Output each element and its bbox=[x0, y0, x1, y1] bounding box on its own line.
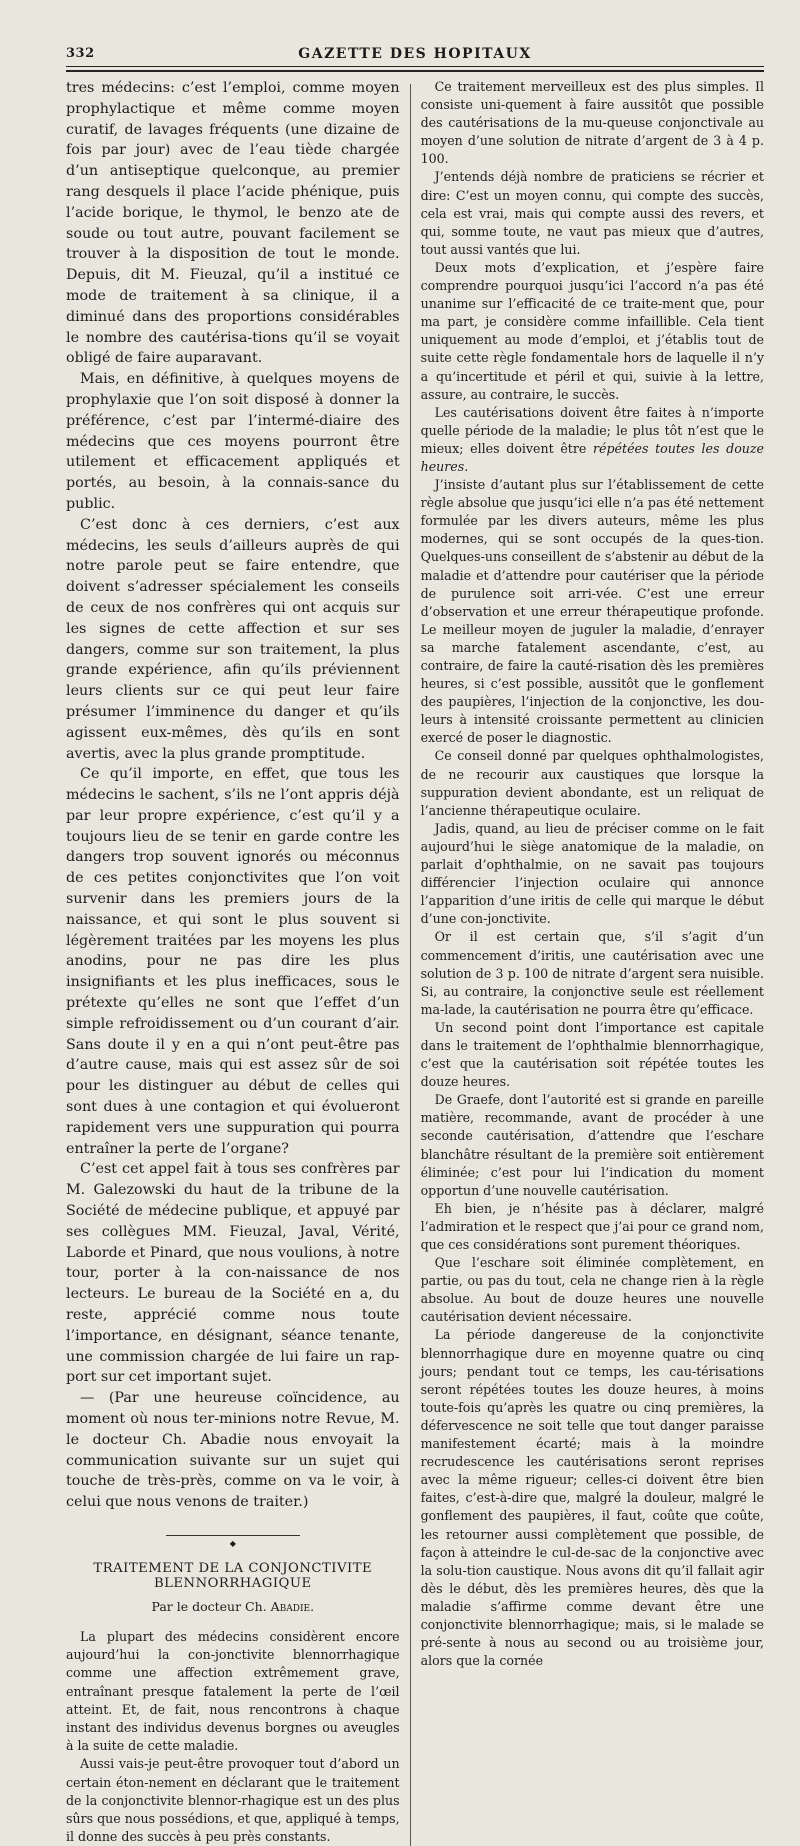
paragraph: J’entends déjà nombre de praticiens se récrier et dire: C’est un moyen connu, qui compte des succès, cela est vrai, mais qui compte aussi des revers, et qui, somme toute, ne vaut pas mieux que d’autres, tout aussi vantés que lui. bbox=[420, 169, 764, 257]
running-title: GAZETTE DES HOPITAUX bbox=[298, 46, 532, 62]
byline-author: Abadie. bbox=[270, 1598, 315, 1614]
paragraph: De Graefe, dont l’autorité est si grande en pareille matière, recommande, avant de procéder à une seconde cautérisation, d’attendre que l’eschare blanchâtre résultant de la première soit entièrement éliminée; c’est pour lui l’indication du moment opportun d’une nouvelle cautérisation. bbox=[420, 1092, 764, 1198]
paragraph-text: Les cautérisations doivent être faites à n’importe quelle période de la maladie; le plus tôt n’est que le mieux; elles doivent être bbox=[420, 404, 764, 456]
paragraph: C’est donc à ces derniers, c’est aux médecins, les seuls d’ailleurs auprès de qui notre parole peut se faire entendre, que doivent s’adresser spécialement les conseils de ceux de nos confrères qui ont acquis sur les signes de cette affection et sur ses dangers, comme sur son traitement, la plus grande expérience, afin qu’ils préviennent leurs clients sur ce qui peut leur faire présumer l’imminence du danger et qu’ils agissent eux-mêmes, dès qu’ils en sont avertis, avec la plus grande promptitude. bbox=[66, 516, 400, 762]
page-number: 332 bbox=[66, 46, 95, 61]
paragraph: Aussi vais-je peut-être provoquer tout d’abord un certain éton-nement en déclarant que le traitement de la conjonctivite blennor-rhagique est un des plus sûrs que nous possédions, et que, appliqué à temps, il donne des succès à peu près constants. bbox=[66, 1756, 400, 1845]
emphasis-text: répétées toutes les douze heures. bbox=[420, 440, 764, 474]
paragraph: Mais, en définitive, à quelques moyens de prophylaxie que l’on soit disposé à donner la préférence, c’est par l’intermé-diaire des médecins que ces moyens pourront être utilement et efficacement appliqués et portés, au besoin, à la connais-sance du public. bbox=[66, 371, 400, 512]
paragraph: Jadis, quand, au lieu de préciser comme on le fait aujourd’hui le siège anatomique de la maladie, on parlait d’ophthalmie, on ne savait pas toujours différencier l’injection oculaire qui annonce l’apparition d’une iritis de celle qui marque le début d’une con-jonctivite. bbox=[420, 820, 764, 927]
paragraph: — (Par une heureuse coïncidence, au moment où nous ter-minions notre Revue, M. le docteur Ch. Abadie nous envoyait la communication suivante sur un sujet qui touche de très-près, comme on va le voir, à celui que nous venons de traiter.) bbox=[66, 1390, 400, 1511]
paragraph bbox=[421, 404, 764, 476]
paragraph: Un second point dont l’importance est capitale dans le traitement de l’ophthalmie blennorrhagique, c’est que la cautérisation soit répétée toutes les douze heures. bbox=[420, 1019, 764, 1090]
article-title: TRAITEMENT DE LA CONJONCTIVITE BLENNORRHAGIQUE bbox=[93, 1560, 373, 1591]
section-divider bbox=[66, 1531, 400, 1548]
paragraph: La période dangereuse de la conjonctivite blennorrhagique dure en moyenne quatre ou cinq jours; pendant tout ce temps, les cau-térisations seront répétées toutes les douze heures, à moins toute-fois qu’après les quatre ou cinq premières, la défervescence ne soit telle que tout danger paraisse manifestement écarté; mais à la moindre recrudescence les cautérisations seront reprises avec la même rigueur; celles-ci doivent être bien faites, c’est-à-dire que, malgré la douleur, malgré le gonflement des paupières, il faut, coûte que coûte, les retourner aussi complètement que possible, de façon à atteindre le cul-de-sac de la conjonctive avec la solu-tion caustique. Nous avons dit qu’il fallait agir dès le début, dès les premières heures, dès que la maladie s’affirme comme devant être une conjonctivite blennorrhagique; mais, si le malade se pré-sente à nous au second ou au troisième jour, alors que la cornée bbox=[420, 1327, 764, 1669]
paragraph: Or il est certain que, s’il s’agit d’un commencement d’iritis, une cautérisation avec une solution de 3 p. 100 de nitrate d’argent sera nuisible. Si, au contraire, la conjonctive seule est réellement ma-lade, la cautérisation ne pourra être qu’efficace. bbox=[420, 929, 764, 1017]
header-double-rule bbox=[66, 70, 764, 72]
paragraph: Ce conseil donné par quelques ophthalmologistes, de ne recourir aux caustiques que lorsque la suppuration devient abondante, est un reliquat de l’ancienne thérapeutique oculaire. bbox=[420, 748, 764, 818]
paragraph: J’insiste d’autant plus sur l’établissement de cette règle absolue que jusqu’ici elle n’a pas été nettement formulée par les divers auteurs, même les plus modernes, qui se sont occupés de la ques-tion. Quelques-uns conseillent de s’abstenir au début de la maladie et d’attendre pour cautériser que la période de purulence soit arri-vée. C’est une erreur d’observation et une erreur thérapeutique profonde. Le meilleur moyen de juguler la maladie, d’enrayer sa marche fatalement ascendante, c’est, au contraire, de faire la cauté-risation dès les premières heures, si c’est possible, aussitôt que le gonflement des paupières, l’injection de la conjonctive, les dou-leurs à intensité croissante permettent au clinicien exercé de poser le diagnostic. bbox=[420, 477, 764, 746]
paragraph: C’est cet appel fait à tous ses confrères par M. Galezowski du haut de la tribune de la Société de médecine publique, et appuyé par ses collègues MM. Fieuzal, Javal, Vérité, Laborde et Pinard, que nous voulions, à notre tour, porter à la con-naissance de nos lecteurs. Le bureau de la Société en a, du reste, apprécié comme nous toute l’importance, en désignant, séance tenante, une commission chargée de lui faire un rap-port sur cet important sujet. bbox=[66, 1161, 400, 1386]
article-byline bbox=[66, 1599, 400, 1614]
column-rule bbox=[410, 84, 411, 1846]
paragraph: Eh bien, je n’hésite pas à déclarer, malgré l’admiration et le respect que j’ai pour ce grand nom, que ces considérations sont purement théoriques. bbox=[420, 1200, 764, 1252]
page-header bbox=[66, 44, 764, 67]
paragraph: Deux mots d’explication, et j’espère faire comprendre pourquoi jusqu’ici l’accord n’a pas été unanime sur l’efficacité de ce traite-ment que, pour ma part, je considère comme infaillible. Cela tient uniquement au mode d’emploi, et j’établis tout de suite cette règle fondamentale hors de laquelle il n’y a qu’incertitude et péril et qui, suivie à la lettre, assure, au contraire, le succès. bbox=[420, 259, 764, 402]
paragraph: Que l’eschare soit éliminée complètement, en partie, ou pas du tout, cela ne change rien à la règle absolue. Au bout de douze heures une nouvelle cautérisation devient nécessaire. bbox=[420, 1255, 764, 1325]
byline-prefix: Par le docteur Ch. bbox=[151, 1598, 267, 1614]
paragraph: Ce traitement merveilleux est des plus simples. Il consiste uni-quement à faire aussitôt que possible des cautérisations de la mu-queuse conjonctivale au moyen d’une solution de nitrate d’argent de 3 à 4 p. 100. bbox=[420, 79, 764, 167]
paragraph: La plupart des médecins considèrent encore aujourd’hui la con-jonctivite blennorrhagique comme une affection extrêmement grave, entraînant presque fatalement la perte de l’œil atteint. Et, de fait, nous rencontrons à chaque instant des individus devenus borgnes ou aveugles à la suite de cette maladie. bbox=[66, 1628, 400, 1754]
paragraph: tres médecins: c’est l’emploi, comme moyen prophylactique et même comme moyen curatif, de lavages fréquents (une dizaine de fois par jour) avec de l’eau tiède chargée d’un antiseptique quelconque, au premier rang desquels il place l’acide phénique, puis l’acide borique, le thymol, le benzo ate de soude ou tout autre, pouvant facilement se trouver à la disposition de tout le monde. Depuis, dit M. Fieuzal, qu’il a institué ce mode de traitement à sa clinique, il a diminué dans des proportions considérables le nombre des cautérisa-tions qu’il se voyait obligé de faire auparavant. bbox=[66, 80, 400, 367]
text-columns bbox=[66, 78, 764, 1846]
paragraph: Ce qu’il importe, en effet, que tous les médecins le sachent, s’ils ne l’ont appris déjà par leur propre expérience, c’est qu’il y a toujours lieu de se tenir en garde contre les dangers trop souvent ignorés ou méconnus de ces petites conjonctivites que l’on voit survenir dans les premiers jours de la naissance, et qui sont le plus souvent si légèrement traitées par les moyens les plus anodins, pour ne pas dire les plus insignifiants et les plus inefficaces, sous le prétexte qu’elles ne sont que l’effet d’un simple refroidissement ou d’un courant d’air. Sans doute il y en a qui n’ont peut-être pas d’autre cause, mais qui est assez sûr de soi pour les distinguer au début de celles qui sont dues à une contagion et qui évolueront rapidement vers une suppuration qui pourra entraîner la perte de l’organe? bbox=[66, 766, 400, 1157]
divider-ornament: ◆ bbox=[226, 1539, 240, 1548]
left-column bbox=[66, 78, 400, 1846]
right-column bbox=[421, 78, 764, 1846]
